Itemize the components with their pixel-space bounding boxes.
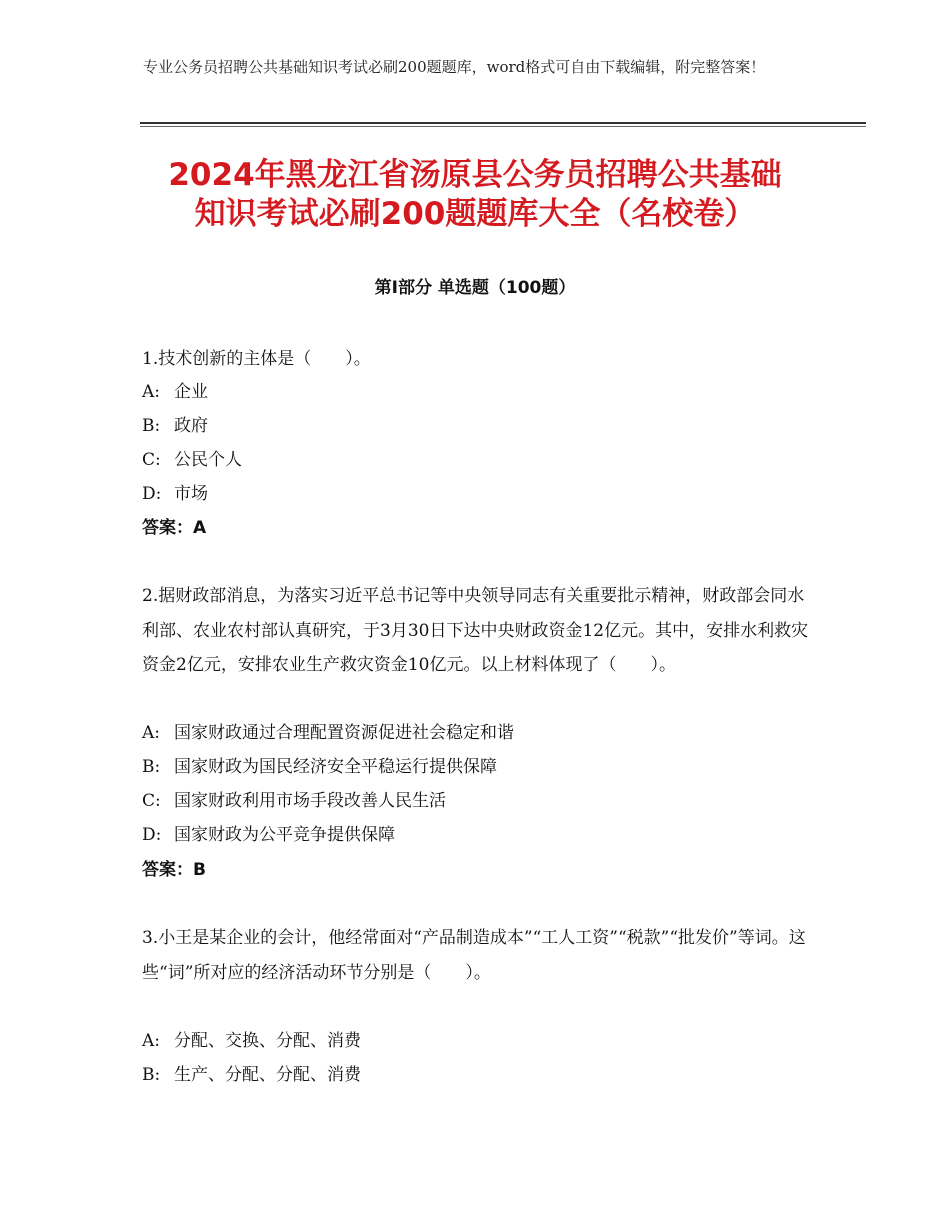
question-2-answer: 答案：B <box>142 860 206 880</box>
question-2-option-a <box>142 721 514 745</box>
option-letter: B: <box>142 757 161 777</box>
option-letter: D: <box>142 825 162 845</box>
document-title-line-1: 2024年黑龙江省汤原县公务员招聘公共基础 <box>168 157 782 193</box>
option-text: 公民个人 <box>174 450 242 470</box>
option-text: 国家财政利用市场手段改善人民生活 <box>174 791 446 811</box>
question-2-option-b <box>142 755 497 779</box>
option-text: 国家财政通过合理配置资源促进社会稳定和谐 <box>174 723 514 743</box>
option-letter: A: <box>142 1031 161 1051</box>
option-letter: C: <box>142 450 161 470</box>
question-2-option-d <box>142 823 395 847</box>
question-3-stem: 3.小王是某企业的会计，他经常面对“产品制造成本”“工人工资”“税款”“批发价”等词。这些“词”所对应的经济活动环节分别是（ ）。 <box>142 928 806 983</box>
question-2-option-c <box>142 789 446 813</box>
option-text: 企业 <box>174 382 208 402</box>
question-1-option-c <box>142 448 242 472</box>
question-1-answer: 答案：A <box>142 518 207 538</box>
question-1-option-b <box>142 414 208 438</box>
option-letter: B: <box>142 1065 161 1085</box>
document-title-line-2: 知识考试必刷200题题库大全（名校卷） <box>194 196 756 232</box>
option-letter: D: <box>142 484 162 504</box>
option-letter: C: <box>142 791 161 811</box>
question-3-option-a <box>142 1029 361 1053</box>
option-letter: B: <box>142 416 161 436</box>
header-note: 专业公务员招聘公共基础知识考试必刷200题题库，word格式可自由下载编辑，附完整答案！ <box>143 58 766 76</box>
option-text: 国家财政为国民经济安全平稳运行提供保障 <box>174 757 497 777</box>
section-title: 第Ⅰ部分 单选题（100题） <box>374 278 576 298</box>
document-title <box>120 156 830 234</box>
question-1-option-d <box>142 482 208 506</box>
option-text: 分配、交换、分配、消费 <box>174 1031 361 1051</box>
question-2-stem: 2.据财政部消息，为落实习近平总书记等中央领导同志有关重要批示精神，财政部会同水利部、农业农村部认真研究，于3月30日下达中央财政资金12亿元。其中，安排水利救灾资金2亿元，安排农业生产救灾资金10亿元。以上材料体现了（ ）。 <box>142 586 809 675</box>
option-text: 国家财政为公平竞争提供保障 <box>174 825 395 845</box>
option-text: 政府 <box>174 416 208 436</box>
option-text: 市场 <box>174 484 208 504</box>
option-letter: A: <box>142 382 161 402</box>
question-3-option-b <box>142 1063 361 1087</box>
option-letter: A: <box>142 723 161 743</box>
question-1-option-a <box>142 380 208 404</box>
option-text: 生产、分配、分配、消费 <box>174 1065 361 1085</box>
question-1-stem: 1.技术创新的主体是（ ）。 <box>142 349 371 369</box>
header-rule-thin <box>140 126 866 127</box>
header-rule-thick <box>140 122 866 124</box>
